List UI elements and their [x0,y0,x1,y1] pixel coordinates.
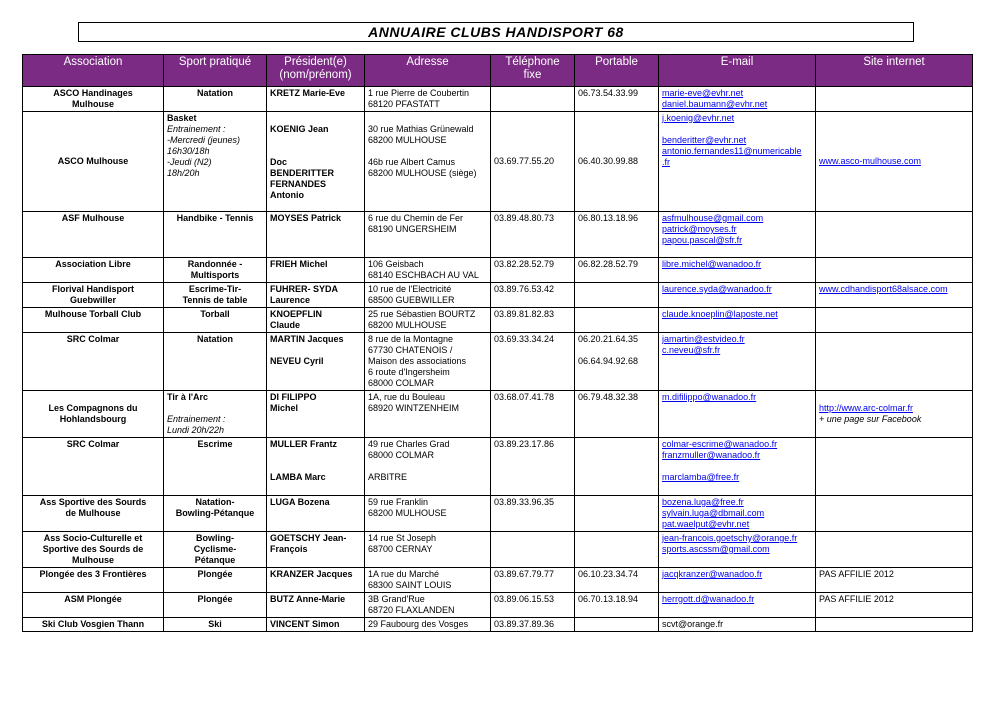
cell-sport: Basket Entrainement : -Mercredi (jeunes) 16h30/18h -Jeudi (N2) 18h/20h [164,112,267,212]
cell-mobile: 06.73.54.33.99 [575,87,659,112]
header-email: E-mail [659,55,816,87]
cell-sport: Natation [164,333,267,391]
cell-phone: 03.89.67.79.77 [491,568,575,593]
cell-address: 29 Faubourg des Vosges [365,618,491,632]
cell-email[interactable]: bozena.luga@free.fr sylvain.luga@dbmail.com pat.waelput@evhr.net [659,496,816,532]
cell-sport: Handbike - Tennis [164,212,267,258]
cell-website [816,212,973,258]
cell-mobile [575,532,659,568]
cell-association: ASCO Handinages Mulhouse [23,87,164,112]
cell-president: KRETZ Marie-Eve [267,87,365,112]
cell-phone [491,532,575,568]
cell-sport: Randonnée - Multisports [164,258,267,283]
table-row [23,212,973,258]
cell-phone: 03.69.77.55.20 [491,112,575,212]
cell-president: FRIEH Michel [267,258,365,283]
cell-mobile: 06.70.13.18.94 [575,593,659,618]
cell-president: LUGA Bozena [267,496,365,532]
cell-mobile [575,618,659,632]
cell-association: Les Compagnons du Hohlandsbourg [23,391,164,438]
cell-phone: 03.89.76.53.42 [491,283,575,308]
table-row [23,308,973,333]
header-website: Site internet [816,55,973,87]
cell-email[interactable]: jamartin@estvideo.fr c.neveu@sfr.fr [659,333,816,391]
cell-association: Ski Club Vosgien Thann [23,618,164,632]
cell-email[interactable]: j.koenig@evhr.net benderitter@evhr.net antonio.fernandes11@numericable .fr [659,112,816,212]
table-row [23,283,973,308]
cell-website [816,438,973,496]
table-row [23,532,973,568]
cell-phone: 03.89.23.17.86 [491,438,575,496]
cell-mobile [575,438,659,496]
cell-mobile [575,496,659,532]
header-address: Adresse [365,55,491,87]
cell-address: 59 rue Franklin 68200 MULHOUSE [365,496,491,532]
cell-mobile: 06.10.23.34.74 [575,568,659,593]
cell-sport: Natation- Bowling-Pétanque [164,496,267,532]
cell-president: MULLER Frantz LAMBA Marc [267,438,365,496]
cell-website [816,618,973,632]
header-sport: Sport pratiqué [164,55,267,87]
cell-association: Florival Handisport Guebwiller [23,283,164,308]
cell-mobile: 06.82.28.52.79 [575,258,659,283]
cell-address: 14 rue St Joseph 68700 CERNAY [365,532,491,568]
cell-website: PAS AFFILIE 2012 [816,593,973,618]
cell-president: GOETSCHY Jean- François [267,532,365,568]
cell-association: Association Libre [23,258,164,283]
cell-association: ASM Plongée [23,593,164,618]
cell-sport: Bowling- Cyclisme- Pétanque [164,532,267,568]
table-row [23,568,973,593]
cell-president: KRANZER Jacques [267,568,365,593]
cell-phone: 03.68.07.41.78 [491,391,575,438]
cell-address: 106 Geisbach 68140 ESCHBACH AU VAL [365,258,491,283]
cell-phone: 03.89.06.15.53 [491,593,575,618]
cell-president: BUTZ Anne-Marie [267,593,365,618]
cell-address: 10 rue de l'Electricité 68500 GUEBWILLER [365,283,491,308]
header-row [23,55,973,87]
cell-phone [491,87,575,112]
cell-sport: Torball [164,308,267,333]
cell-website [816,87,973,112]
header-phone: Téléphone fixe [491,55,575,87]
cell-president: VINCENT Simon [267,618,365,632]
cell-association: ASF Mulhouse [23,212,164,258]
table-row [23,333,973,391]
cell-mobile: 06.79.48.32.38 [575,391,659,438]
cell-email[interactable]: m.difilippo@wanadoo.fr [659,391,816,438]
cell-sport: Escrime-Tir- Tennis de table [164,283,267,308]
table-row [23,438,973,496]
header-association: Association [23,55,164,87]
cell-website[interactable]: www.asco-mulhouse.com [816,112,973,212]
cell-email[interactable]: asfmulhouse@gmail.com patrick@moyses.fr papou.pascal@sfr.fr [659,212,816,258]
cell-president: KOENIG Jean Doc BENDERITTER FERNANDES Antonio [267,112,365,212]
cell-address: 25 rue Sébastien BOURTZ 68200 MULHOUSE [365,308,491,333]
cell-email[interactable]: libre.michel@wanadoo.fr [659,258,816,283]
cell-association: Ass Socio-Culturelle et Sportive des Sourds de Mulhouse [23,532,164,568]
cell-phone: 03.89.37.89.36 [491,618,575,632]
cell-sport: Plongée [164,568,267,593]
cell-sport: Natation [164,87,267,112]
cell-address: 1A rue du Marché 68300 SAINT LOUIS [365,568,491,593]
cell-president: KNOEPFLIN Claude [267,308,365,333]
page-title: ANNUAIRE CLUBS HANDISPORT 68 [78,22,914,42]
table-row [23,593,973,618]
cell-mobile [575,308,659,333]
table-row [23,496,973,532]
table-row [23,87,973,112]
cell-phone: 03.89.81.82.83 [491,308,575,333]
cell-sport: Escrime [164,438,267,496]
cell-website [816,496,973,532]
cell-email[interactable]: herrgott.d@wanadoo.fr [659,593,816,618]
cell-sport: Ski [164,618,267,632]
cell-address: 1 rue Pierre de Coubertin 68120 PFASTATT [365,87,491,112]
cell-email[interactable]: colmar-escrime@wanadoo.fr franzmuller@wanadoo.fr marclamba@free.fr [659,438,816,496]
header-mobile: Portable [575,55,659,87]
cell-president: MOYSES Patrick [267,212,365,258]
cell-website: PAS AFFILIE 2012 [816,568,973,593]
cell-mobile: 06.20.21.64.35 06.64.94.92.68 [575,333,659,391]
cell-website [816,308,973,333]
cell-mobile: 06.80.13.18.96 [575,212,659,258]
cell-president: FUHRER- SYDA Laurence [267,283,365,308]
cell-email[interactable]: claude.knoeplin@laposte.net [659,308,816,333]
cell-address: 8 rue de la Montagne 67730 CHATENOIS / Maison des associations 6 route d'Ingersheim 68000 COLMAR [365,333,491,391]
cell-mobile: 06.40.30.99.88 [575,112,659,212]
header-president: Président(e) (nom/prénom) [267,55,365,87]
table-row [23,112,973,212]
cell-president: DI FILIPPO Michel [267,391,365,438]
cell-president: MARTIN Jacques NEVEU Cyril [267,333,365,391]
cell-phone: 03.69.33.34.24 [491,333,575,391]
cell-address: 1A, rue du Bouleau 68920 WINTZENHEIM [365,391,491,438]
clubs-table [22,54,973,632]
cell-address: 6 rue du Chemin de Fer 68190 UNGERSHEIM [365,212,491,258]
cell-email[interactable]: jacqkranzer@wanadoo.fr [659,568,816,593]
table-row [23,618,973,632]
cell-association: ASCO Mulhouse [23,112,164,212]
cell-association: Plongée des 3 Frontières [23,568,164,593]
cell-mobile [575,283,659,308]
cell-website [816,258,973,283]
table-row [23,391,973,438]
cell-email[interactable]: jean-francois.goetschy@orange.fr sports.ascssm@gmail.com [659,532,816,568]
cell-email: scvt@orange.fr [659,618,816,632]
cell-email[interactable]: marie-eve@evhr.net daniel.baumann@evhr.net [659,87,816,112]
cell-address: 30 rue Mathias Grünewald 68200 MULHOUSE 46b rue Albert Camus 68200 MULHOUSE (siège) [365,112,491,212]
cell-association: SRC Colmar [23,333,164,391]
cell-address: 3B Grand'Rue 68720 FLAXLANDEN [365,593,491,618]
table-row [23,258,973,283]
cell-website [816,333,973,391]
cell-website[interactable]: www.cdhandisport68alsace.com [816,283,973,308]
cell-phone: 03.82.28.52.79 [491,258,575,283]
cell-sport: Tir à l'Arc Entrainement : Lundi 20h/22h [164,391,267,438]
cell-phone: 03.89.33.96.35 [491,496,575,532]
cell-association: Ass Sportive des Sourds de Mulhouse [23,496,164,532]
cell-association: SRC Colmar [23,438,164,496]
cell-phone: 03.89.48.80.73 [491,212,575,258]
cell-association: Mulhouse Torball Club [23,308,164,333]
cell-website [816,532,973,568]
cell-sport: Plongée [164,593,267,618]
cell-website[interactable]: http://www.arc-colmar.fr + une page sur Facebook [816,391,973,438]
cell-address: 49 rue Charles Grad 68000 COLMAR ARBITRE [365,438,491,496]
cell-email[interactable]: laurence.syda@wanadoo.fr [659,283,816,308]
